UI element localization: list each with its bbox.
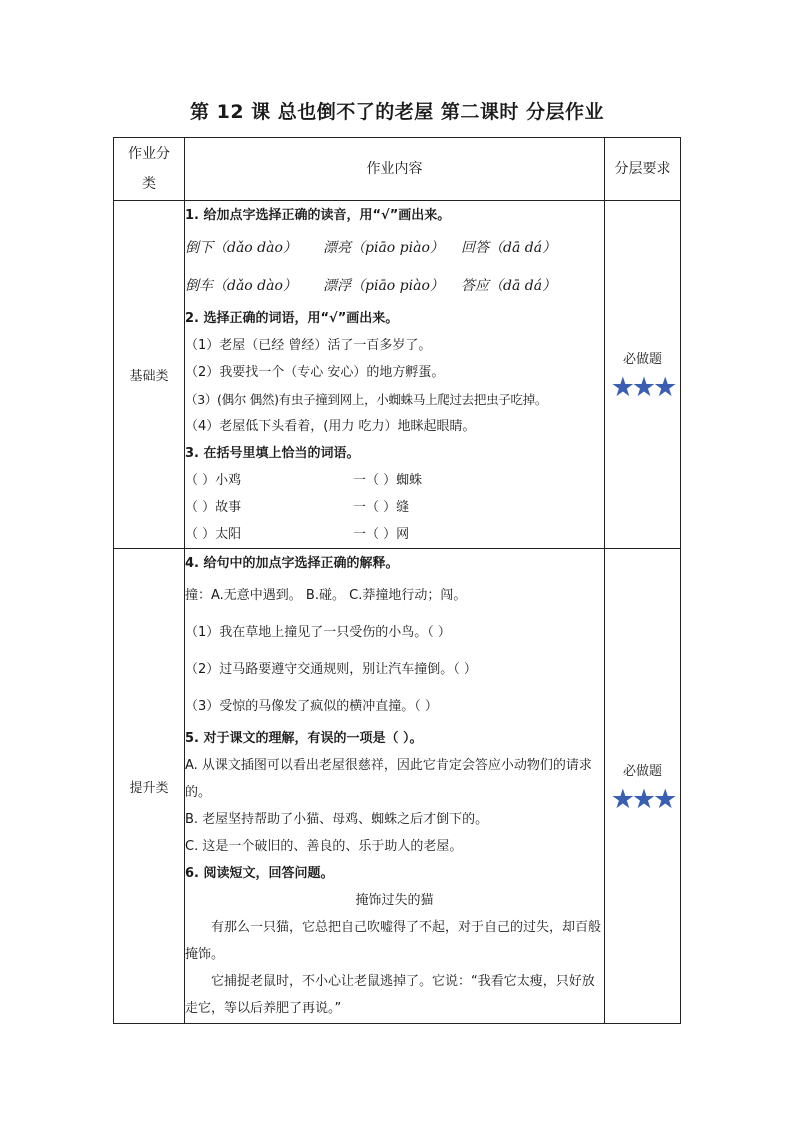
requirement-advanced: [605, 549, 681, 1024]
requirement-basic: [605, 201, 681, 549]
q4-item-2: （2）过马路要遵守交通规则，别让汽车撞倒。（ ）: [185, 662, 477, 677]
q4-options: 撞：A.无意中遇到。 B.碰。 C.莽撞地行动；闯。: [185, 588, 467, 603]
table-row-advanced: [114, 549, 681, 1024]
category-advanced: 提升类: [114, 549, 185, 1024]
star-icon: ★★★: [610, 372, 675, 403]
q6-title: 6. 阅读短文，回答问题。: [185, 866, 334, 881]
q1-row-2: 倒车（dǎo dào） 漂浮（piāo piào） 答应（dā dá）: [185, 277, 557, 294]
passage-paragraph-2: 它捕捉老鼠时，不小心让老鼠逃掉了。它说：“我看它太瘦，只好放走它，等以后养肥了再说。”: [185, 974, 595, 1016]
q2-item-4: （4）老屋低下头看着，(用力 吃力）地眯起眼睛。: [185, 418, 476, 434]
header-content: 作业内容: [185, 138, 605, 201]
table-header-row: [114, 138, 681, 201]
header-requirement: 分层要求: [605, 138, 681, 201]
requirement-label: 必做题: [622, 352, 662, 367]
content-basic: [185, 201, 605, 549]
table-row-basic: [114, 201, 681, 549]
star-icon: ★★★: [610, 783, 675, 815]
q4-title: 4. 给句中的加点字选择正确的解释。: [185, 556, 399, 571]
q4-item-3: （3）受惊的马像发了疯似的横冲直撞。（ ）: [185, 699, 438, 714]
passage-paragraph-1: 有那么一只猫，它总把自己吹嘘得了不起，对于自己的过失，却百般掩饰。: [185, 920, 602, 962]
q2-title: 2. 选择正确的词语，用“√”画出来。: [185, 310, 399, 326]
page-title: 第 12 课 总也倒不了的老屋 第二课时 分层作业: [189, 101, 604, 123]
q5-title: 5. 对于课文的理解，有误的一项是（ ）。: [185, 731, 423, 746]
category-basic: 基础类: [114, 201, 185, 549]
q1-row-1: 倒下（dǎo dào） 漂亮（piāo piào） 回答（dā dá）: [185, 239, 557, 256]
q2-item-3: （3）(偶尔 偶然)有虫子撞到网上，小蜘蛛马上爬过去把虫子吃掉。: [185, 391, 548, 407]
q3-row-2: （ ）故事 一（ ）缝: [185, 499, 410, 515]
q4-item-1: （1）我在草地上撞见了一只受伤的小鸟。（ ）: [185, 625, 451, 640]
content-advanced: [185, 549, 605, 1024]
q3-row-3: （ ）太阳 一（ ）网: [185, 526, 410, 542]
passage-title: 掩饰过失的猫: [355, 893, 434, 908]
q5-option-b: B. 老屋坚持帮助了小猫、母鸡、蜘蛛之后才倒下的。: [185, 812, 489, 827]
q5-option-a: A. 从课文插图可以看出老屋很慈祥，因此它肯定会答应小动物们的请求的。: [185, 758, 592, 800]
q2-item-1: （1）老屋（已经 曾经）活了一百多岁了。: [185, 337, 432, 353]
q5-option-c: C. 这是一个破旧的、善良的、乐于助人的老屋。: [185, 839, 463, 854]
requirement-label: 必做题: [622, 763, 662, 779]
q3-title: 3. 在括号里填上恰当的词语。: [185, 445, 360, 461]
q1-title: 1. 给加点字选择正确的读音，用“√”画出来。: [185, 207, 451, 223]
header-category: 作业分类: [114, 138, 185, 201]
homework-table: [113, 137, 681, 1024]
q2-item-2: （2）我要找一个（专心 安心）的地方孵蛋。: [185, 364, 445, 380]
q3-row-1: （ ）小鸡 一（ ）蜘蛛: [185, 472, 423, 488]
